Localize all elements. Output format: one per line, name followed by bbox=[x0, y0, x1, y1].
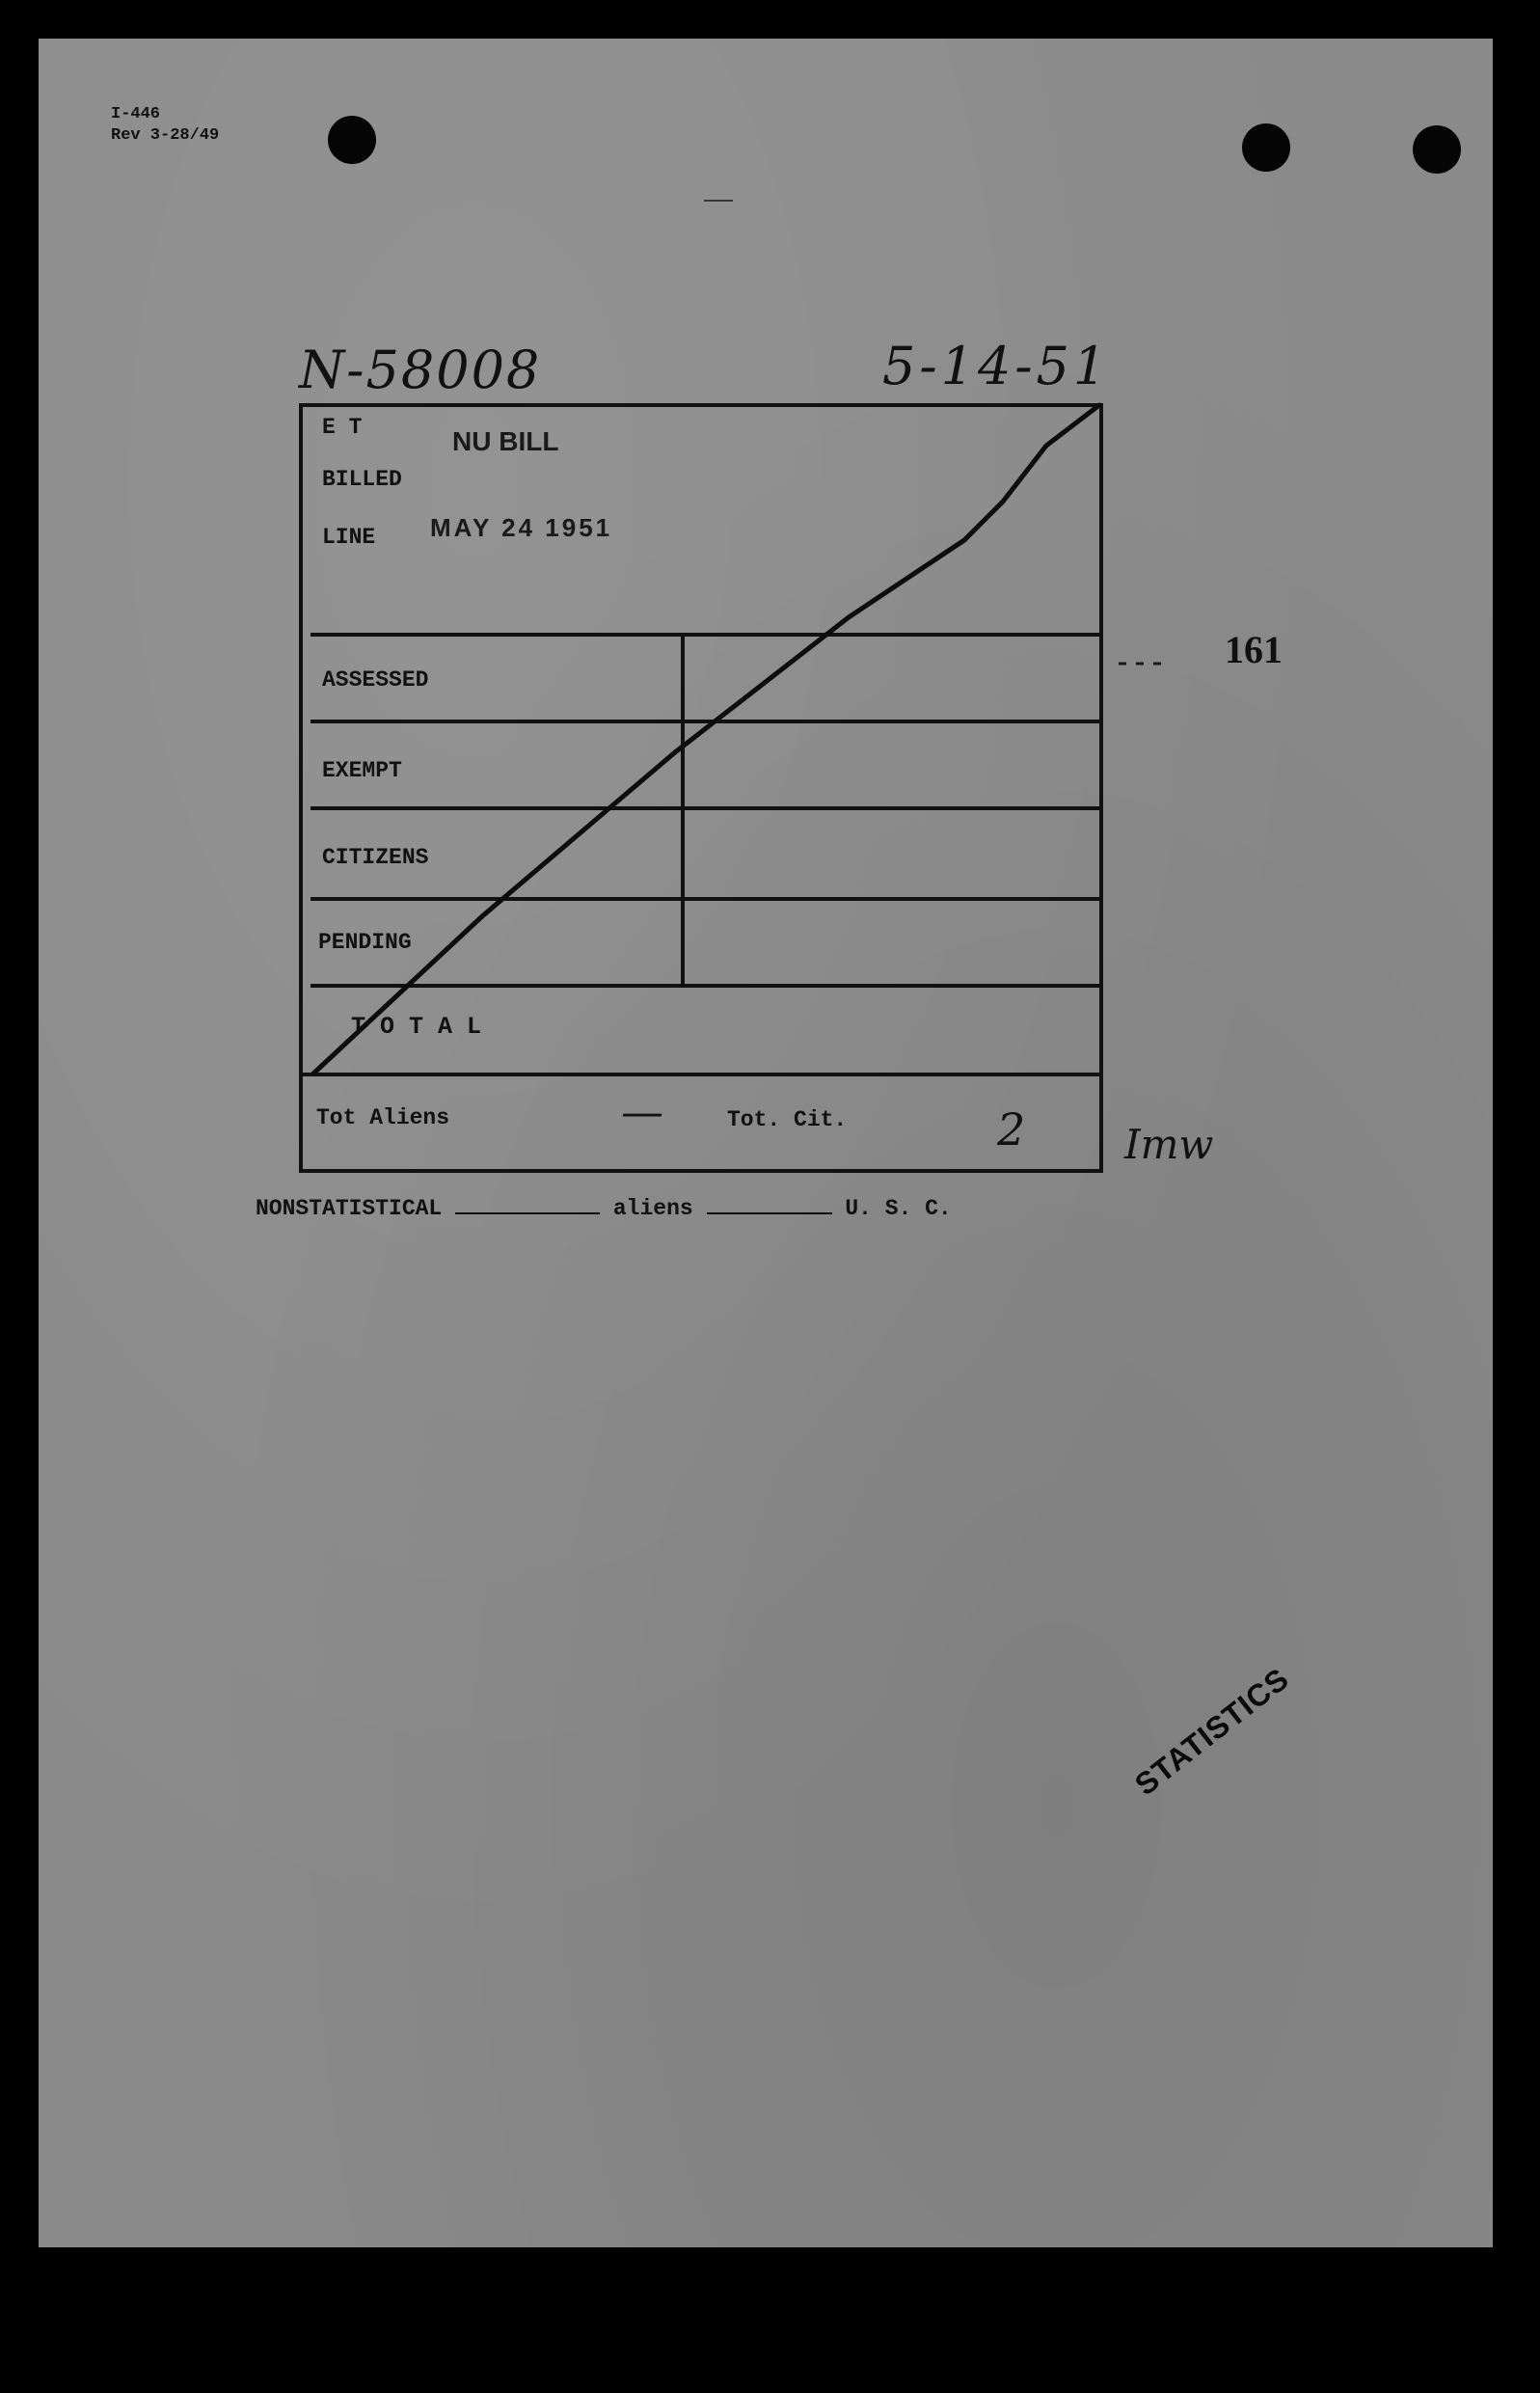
label-billed: BILLED bbox=[322, 467, 402, 492]
row-total: T O T A L bbox=[351, 1013, 482, 1041]
label-line: LINE bbox=[322, 525, 376, 550]
stamp-no-bill: NU BILL bbox=[452, 426, 559, 456]
label-et: E T bbox=[322, 415, 363, 440]
handwritten-initials: Imw bbox=[1124, 1121, 1214, 1168]
statistics-stamp: STATISTICS bbox=[1128, 1660, 1296, 1803]
form-code-line2: Rev 3-28/49 bbox=[111, 126, 220, 145]
usc-label: U. S. C. bbox=[845, 1196, 952, 1221]
row-exempt: EXEMPT bbox=[322, 758, 402, 783]
tot-aliens-label: Tot Aliens bbox=[316, 1105, 450, 1130]
form-code-line1: I-446 bbox=[111, 105, 161, 123]
row-citizens: CITIZENS bbox=[322, 845, 429, 870]
nonstatistical-label: NONSTATISTICAL bbox=[256, 1196, 443, 1221]
aliens-label: aliens bbox=[612, 1196, 693, 1221]
row-assessed: ASSESSED bbox=[322, 667, 429, 693]
stamp-date: MAY 24 1951 bbox=[430, 513, 613, 542]
row-pending: PENDING bbox=[318, 930, 412, 955]
page-number: 161 bbox=[1225, 628, 1283, 671]
tot-cit-label: Tot. Cit. bbox=[727, 1107, 848, 1132]
tot-cit-value: 2 bbox=[997, 1103, 1026, 1156]
handwritten-date: 5-14-51 bbox=[882, 336, 1111, 396]
handwritten-file-number: N-58008 bbox=[299, 340, 542, 400]
tot-aliens-value: — bbox=[621, 1088, 663, 1137]
diagonal-cancel-line bbox=[313, 405, 1099, 1074]
